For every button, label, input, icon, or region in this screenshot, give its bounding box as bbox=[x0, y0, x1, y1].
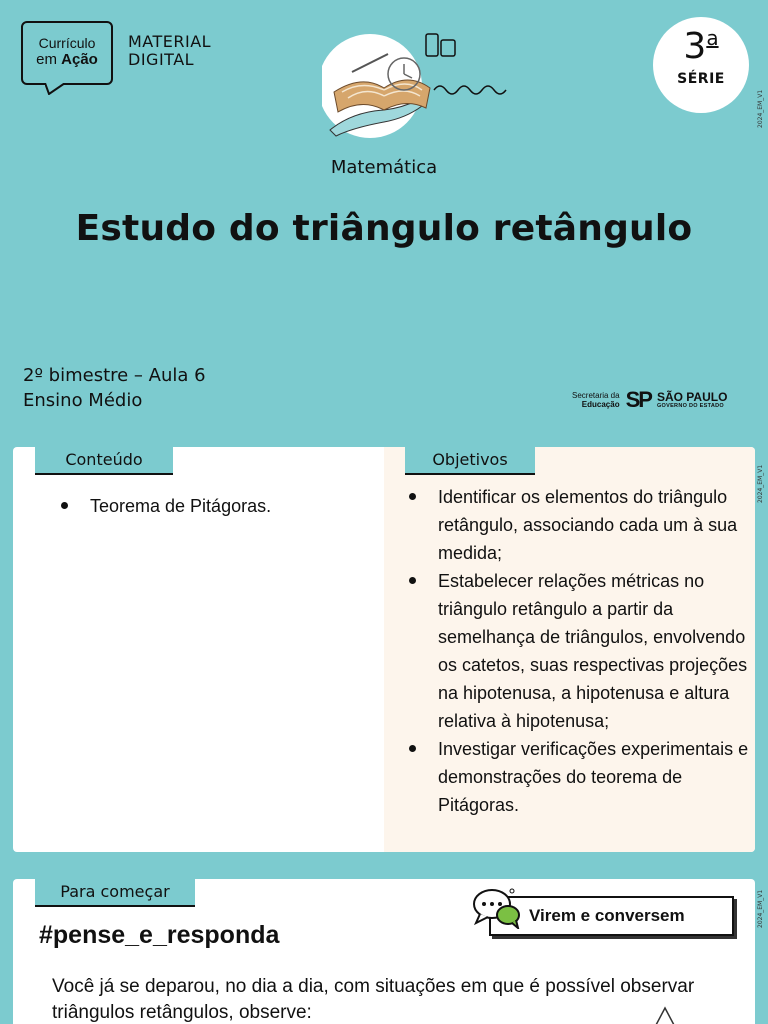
logo-curriculo-line2: em Ação bbox=[36, 51, 98, 68]
logo-material-line1: MATERIAL bbox=[128, 32, 212, 51]
serie-badge bbox=[653, 17, 749, 113]
speech-tail-icon bbox=[45, 83, 67, 95]
sao-paulo-logo bbox=[572, 389, 727, 411]
objectives-tag: Objetivos bbox=[405, 447, 535, 475]
virem-e-conversem-badge: Virem e conversem bbox=[489, 896, 734, 936]
book-hand-illustration bbox=[322, 28, 522, 140]
intro-paragraph: Você já se deparou, no dia a dia, com situações em que é possível observar triângulos retângulos, observe: bbox=[52, 976, 695, 1023]
hashtag-heading: #pense_e_responda bbox=[39, 921, 280, 949]
logo-sp-secretaria: Secretaria da Educação bbox=[572, 391, 620, 409]
version-tag: 2024_EM_V1 bbox=[757, 89, 764, 128]
para-comecar-card bbox=[13, 879, 755, 1024]
logo-sp-name: SÃO PAULO GOVERNO DO ESTADO bbox=[656, 389, 728, 409]
list-item: Teorema de Pitágoras. bbox=[58, 492, 378, 520]
list-item: Estabelecer relações métricas no triângulo retângulo a partir da semelhança de triângulos, envolvendo os catetos, suas respectivas projeções na hipotenusa, a hipotenusa e altura relativa à hipotenusa; bbox=[406, 567, 751, 735]
subject-label: Matemática bbox=[330, 157, 438, 178]
logo-curriculo-line1: Currículo bbox=[38, 35, 96, 51]
list-item: Investigar verificações experimentais e demonstrações do teorema de Pitágoras. bbox=[406, 735, 751, 819]
triangle-icon bbox=[653, 1006, 677, 1024]
serie-label: SÉRIE bbox=[677, 71, 725, 87]
para-comecar-tag: Para começar bbox=[35, 879, 195, 907]
version-tag: 2024_EM_V1 bbox=[757, 464, 764, 503]
content-list bbox=[58, 492, 378, 520]
curriculo-em-acao-logo bbox=[21, 21, 113, 85]
version-tag: 2024_EM_V1 bbox=[757, 889, 764, 928]
objectives-list bbox=[406, 483, 751, 819]
lesson-meta bbox=[23, 363, 206, 413]
chat-bubbles-icon bbox=[472, 887, 522, 929]
serie-number: 3$^a$ bbox=[683, 26, 719, 67]
cover-slide bbox=[0, 0, 768, 430]
content-tag: Conteúdo bbox=[35, 447, 173, 475]
lesson-period: 2º bimestre – Aula 6 bbox=[23, 365, 206, 386]
lesson-level: Ensino Médio bbox=[23, 390, 143, 411]
logo-material-line2: DIGITAL bbox=[128, 50, 195, 69]
list-item: Identificar os elementos do triângulo retângulo, associando cada um à sua medida; bbox=[406, 483, 751, 567]
material-digital-logo bbox=[128, 33, 211, 69]
logo-sp-mark: SP bbox=[625, 387, 651, 412]
page-title: Estudo do triângulo retângulo bbox=[75, 208, 693, 249]
content-objectives-card bbox=[13, 447, 755, 852]
